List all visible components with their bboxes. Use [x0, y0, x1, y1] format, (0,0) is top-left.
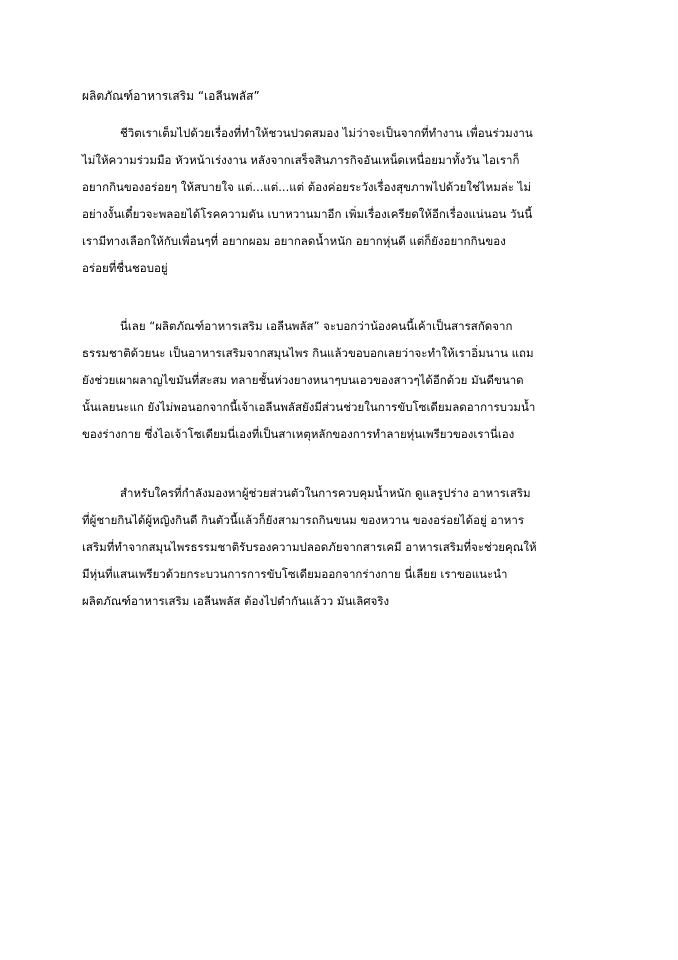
text-line: ธรรมชาติด้วยนะ เป็นอาหารเสริมจากสมุนไพร กินแล้วขอบอกเลยว่าจะทำให้เราอิ่มนาน แถม [82, 346, 534, 360]
document-title: ผลิตภัณฑ์อาหารเสริม “เอลีนพลัส” [82, 89, 260, 103]
text-line: อร่อยที่ชื่นชอบอยู่ [82, 261, 168, 275]
text-line: มีหุ่นที่แสนเพรียวด้วยกระบวนการการขับโซเดียมออกจากร่างกาย นี่เลียย เราขอแนะนำ [82, 567, 508, 581]
text-line: ที่ผู้ชายกินได้ผู้หญิงกินดี กินตัวนี้แล้วก็ยังสามารถกินขนม ของหวาน ของอร่อยได้อยู่ อาหาร [82, 513, 524, 527]
text-line: ชีวิตเราเต็มไปด้วยเรื่องที่ทำให้ชวนปวดสมอง ไม่ว่าจะเป็นจากที่ทำงาน เพื่อนร่วมงาน [120, 126, 533, 140]
paragraph-recommendation [82, 480, 622, 615]
text-line: ไม่ให้ความร่วมมือ หัวหน้าเร่งงาน หลังจากเสร็จสินภารกิจอันเหน็ดเหนื่อยมาทั้งวัน ไอเราก็ [82, 153, 520, 167]
text-line: นั้นเลยนะแก ยังไม่พอนอกจากนี้เจ้าเอลีนพลัสยังมีส่วนช่วยในการขับโซเดียมลดอาการบวมน้ำ [82, 400, 536, 414]
paragraph-intro [82, 120, 622, 282]
text-line: ผลิตภัณฑ์อาหารเสริม เอลีนพลัส ต้องไปตำกันแล้วว มันเลิศจริง [82, 594, 390, 608]
text-line: ของร่างกาย ซึ่งไอเจ้าโซเดียมนี่เองที่เป็นสาเหตุหลักของการทำลายหุ่นเพรียวของเรานี่เอง [82, 427, 515, 441]
text-line: สำหรับใครที่กำลังมองหาผู้ช่วยส่วนตัวในการควบคุมน้ำหนัก ดูแลรูปร่าง อาหารเสริม [120, 486, 531, 500]
text-line: ยังช่วยเผาผลาญไขมันที่สะสม ทลายชั้นห่วงยางหนาๆบนเอวของสาวๆได้อีกด้วย มันดีขนาด [82, 373, 524, 387]
text-line: เสริมที่ทำจากสมุนไพรธรรมชาติรับรองความปลอดภัยจากสารเคมี อาหารเสริมที่จะช่วยคุณให้ [82, 540, 537, 554]
text-line: เรามีทางเลือกให้กับเพื่อนๆที่ อยากผอม อยากลดน้ำหนัก อยากหุ่นดี แต่ก็ยังอยากกินของ [82, 234, 506, 248]
paragraph-product [82, 313, 622, 448]
text-line: อยากกินของอร่อยๆ ให้สบายใจ แต่...แต่...แต่ ต้องค่อยระวังเรื่องสุขภาพไปด้วยใช่ไหมล่ะ ไม่ [82, 180, 532, 194]
text-line: นี่เลย “ผลิตภัณฑ์อาหารเสริม เอลีนพลัส” จะบอกว่าน้องคนนี้เค้าเป็นสารสกัดจาก [120, 319, 513, 333]
text-line: อย่างงั้นเดี๋ยวจะพลอยได้โรคความดัน เบาหวานมาอีก เพิ่มเรื่องเครียดให้อีกเรื่องแน่นอน วันนี้ [82, 207, 533, 221]
